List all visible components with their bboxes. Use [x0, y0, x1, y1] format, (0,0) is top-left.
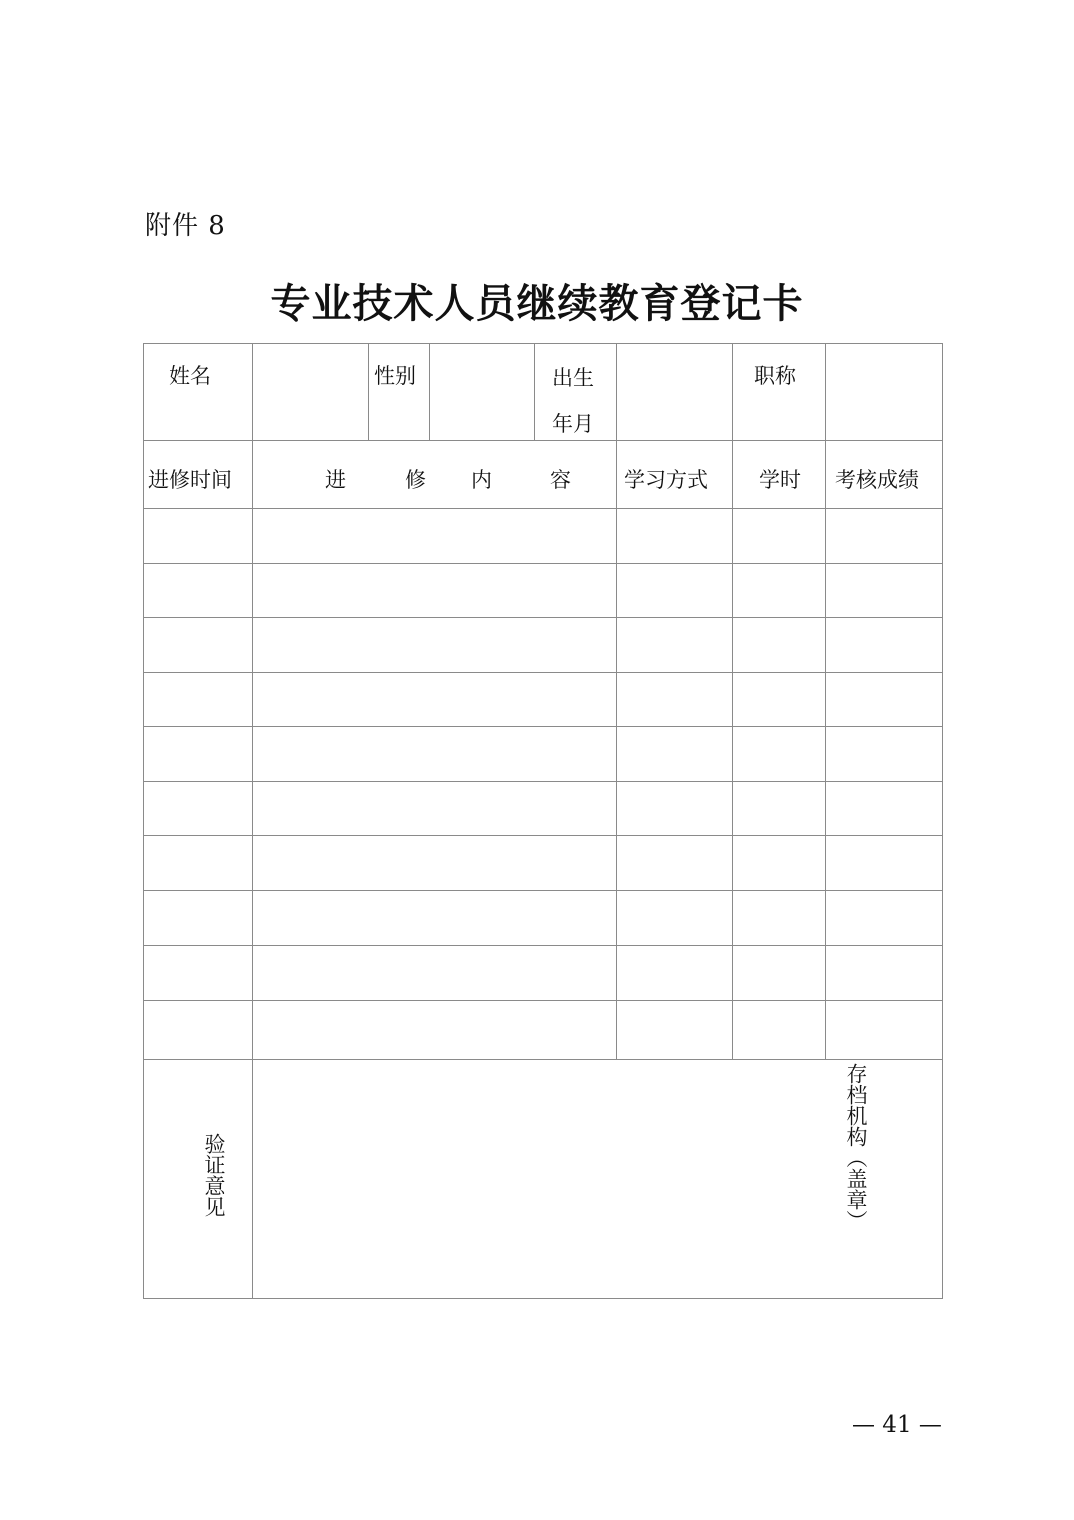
row-divider [143, 945, 943, 946]
col-divider [616, 343, 617, 1059]
row-divider [143, 1059, 943, 1060]
job-title-label: 职称 [754, 364, 796, 388]
column-header-score: 考核成绩 [835, 468, 919, 492]
row-divider [143, 1000, 943, 1001]
column-header-time: 进修时间 [148, 468, 232, 492]
table-border-top [143, 343, 943, 344]
column-header-method: 学习方式 [624, 468, 708, 492]
row-divider [143, 617, 943, 618]
column-header-content-1: 进 [325, 468, 346, 492]
row-divider [143, 835, 943, 836]
col-divider [732, 343, 733, 1059]
row-divider [143, 508, 943, 509]
column-header-content-2: 修 [405, 468, 426, 492]
gender-label: 性别 [374, 364, 416, 388]
table-border-right [942, 343, 943, 1299]
table-border-left [143, 343, 144, 1299]
col-divider [429, 343, 430, 440]
table-border-bottom [143, 1298, 943, 1299]
archive-seal-label: 存档机构（盖章） [844, 1063, 868, 1231]
page-number: — 41 — [852, 1412, 942, 1438]
column-header-content-3: 内 [471, 468, 492, 492]
row-divider [143, 781, 943, 782]
col-divider [368, 343, 369, 440]
row-divider [143, 726, 943, 727]
page-title: 专业技术人员继续教育登记卡 [270, 280, 804, 327]
row-divider [143, 672, 943, 673]
column-header-hours: 学时 [759, 468, 801, 492]
birth-label-line1: 出生 [552, 366, 594, 390]
attachment-label: 附件 8 [145, 211, 226, 241]
birth-label-line2: 年月 [552, 412, 594, 436]
col-divider [534, 343, 535, 440]
col-divider [825, 343, 826, 1059]
name-label: 姓名 [169, 364, 211, 388]
row-divider [143, 563, 943, 564]
column-header-content-4: 容 [550, 468, 571, 492]
registration-card-table [143, 343, 943, 1299]
row-divider [143, 440, 943, 441]
col-divider [252, 343, 253, 1299]
verify-opinion-label: 验证意见 [202, 1133, 226, 1217]
row-divider [143, 890, 943, 891]
